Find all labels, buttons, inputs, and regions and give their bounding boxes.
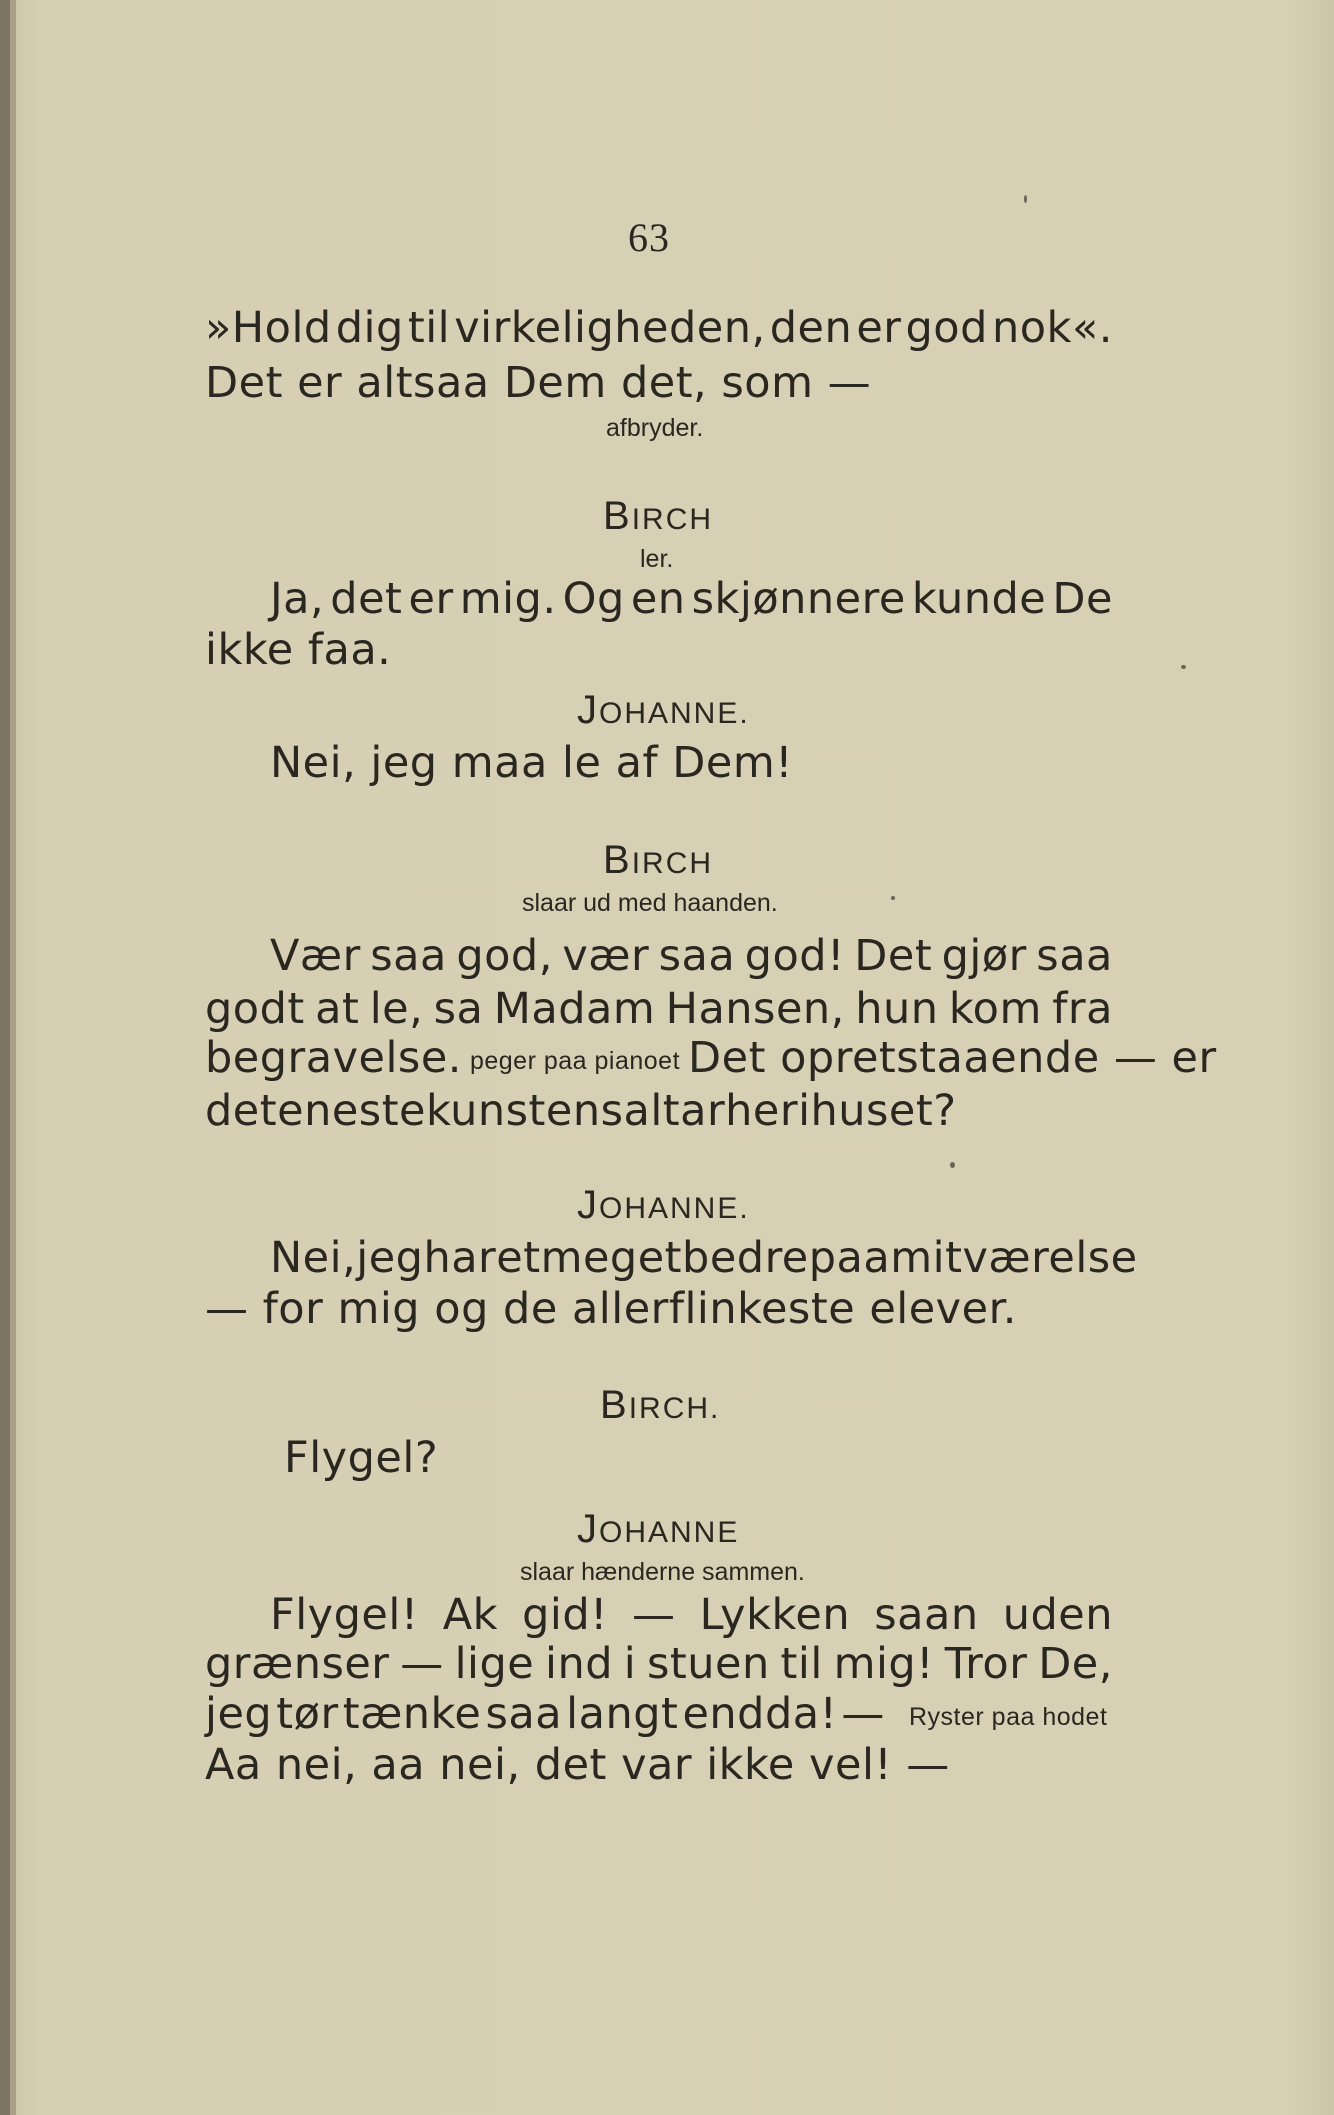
stage-direction: slaar hænderne sammen. xyxy=(520,1558,805,1586)
word: ind xyxy=(545,1639,613,1689)
word: grænser xyxy=(205,1639,390,1689)
word: er xyxy=(408,574,454,624)
speaker-name: BIRCH xyxy=(603,494,714,538)
speaker-name: BIRCH xyxy=(603,838,714,882)
word: langt xyxy=(566,1689,679,1739)
word: har xyxy=(423,1233,497,1283)
text-line xyxy=(270,1589,1113,1641)
text-line xyxy=(270,930,1113,982)
word: en xyxy=(630,574,686,624)
word: lige xyxy=(454,1639,535,1689)
word: kunde xyxy=(911,574,1047,624)
word: jeg xyxy=(356,1233,424,1283)
speaker-name: BIRCH. xyxy=(600,1383,721,1427)
text-line xyxy=(205,302,1113,354)
text-line xyxy=(205,1638,1113,1690)
word: Ja, xyxy=(270,574,325,624)
word: De xyxy=(1052,574,1113,624)
word: altar xyxy=(623,1086,726,1136)
text-line xyxy=(205,1085,957,1137)
word: er xyxy=(856,303,902,353)
stage-direction: ler. xyxy=(640,545,674,573)
text-line: Det er altsaa Dem det, som — xyxy=(205,358,872,408)
word: Hansen, xyxy=(665,984,845,1034)
word: paa xyxy=(808,1233,891,1283)
word: Og xyxy=(562,574,625,624)
stage-direction: slaar ud med haanden. xyxy=(522,889,778,917)
text-line xyxy=(270,573,1113,625)
word: le, xyxy=(369,984,424,1034)
stage-direction: afbryder. xyxy=(606,414,704,442)
word: Flygel! xyxy=(270,1590,419,1640)
word: et xyxy=(496,1233,541,1283)
word: De, xyxy=(1038,1639,1113,1689)
speaker-name: JOHANNE. xyxy=(577,1183,750,1227)
word: — xyxy=(841,1689,885,1739)
word: tør xyxy=(276,1689,339,1739)
paper-speck xyxy=(1181,665,1186,669)
word: den xyxy=(769,303,853,353)
text-line: ikke faa. xyxy=(205,625,392,675)
word: gid! xyxy=(522,1590,608,1640)
text-line: Nei, jeg maa le af Dem! xyxy=(270,738,793,788)
word: — xyxy=(400,1639,444,1689)
word: jeg xyxy=(205,1689,273,1739)
word: »Hold xyxy=(205,303,332,353)
word: i xyxy=(623,1639,637,1689)
text-line xyxy=(205,983,1113,1035)
word: god xyxy=(905,303,988,353)
word: Det xyxy=(854,931,933,981)
word: stuen xyxy=(647,1639,770,1689)
text-line: — for mig og de allerflinkeste elever. xyxy=(205,1284,1017,1334)
word: saa xyxy=(485,1689,563,1739)
text-line: Flygel? xyxy=(284,1433,439,1483)
word: god! xyxy=(744,931,845,981)
word: nok«. xyxy=(991,303,1113,353)
word: huset? xyxy=(810,1086,957,1136)
word: — xyxy=(632,1590,676,1640)
word: til xyxy=(780,1639,823,1689)
paper-speck xyxy=(891,896,895,900)
word: saan xyxy=(874,1590,979,1640)
word: mig. xyxy=(459,574,557,624)
speaker-name: JOHANNE xyxy=(577,1507,740,1551)
word: fra xyxy=(1052,984,1113,1034)
word: bedre xyxy=(682,1233,809,1283)
word: Vær xyxy=(270,931,361,981)
word: sa xyxy=(433,984,484,1034)
word: mig! xyxy=(833,1639,934,1689)
word: saa xyxy=(1036,931,1113,981)
word: i xyxy=(798,1086,811,1136)
word: endda! xyxy=(682,1689,838,1739)
text-line xyxy=(270,1232,1138,1284)
word: meget xyxy=(540,1233,683,1283)
word: Tror xyxy=(944,1639,1028,1689)
word: skjønnere xyxy=(691,574,906,624)
text-line: Aa nei, aa nei, det var ikke vel! — xyxy=(205,1740,950,1790)
word: Ak xyxy=(442,1590,499,1640)
word: virkeligheden, xyxy=(454,303,766,353)
word: vær xyxy=(562,931,650,981)
word: godt xyxy=(205,984,305,1034)
word: saa xyxy=(370,931,447,981)
paper-speck xyxy=(1024,195,1027,203)
word: god, xyxy=(456,931,553,981)
word: hun xyxy=(855,984,939,1034)
text-line xyxy=(205,1688,1113,1743)
word: Madam xyxy=(493,984,656,1034)
word: til xyxy=(407,303,451,353)
page-edge-shadow xyxy=(10,0,16,2115)
word: her xyxy=(725,1086,799,1136)
word: det xyxy=(330,574,403,624)
text-words xyxy=(205,1688,885,1740)
word: værelse xyxy=(962,1233,1138,1283)
word: eneste xyxy=(277,1086,427,1136)
word: Lykken xyxy=(699,1590,851,1640)
word: tænke xyxy=(342,1689,482,1739)
page-number: 63 xyxy=(628,215,670,260)
text-line: begravelse. peger paa pianoet Det opretstaaende — er xyxy=(205,1033,1217,1083)
word: kunstens xyxy=(426,1086,624,1136)
word: at xyxy=(315,984,360,1034)
word: kom xyxy=(948,984,1042,1034)
word: Nei, xyxy=(270,1233,357,1283)
stage-direction: Ryster paa hodet xyxy=(909,1703,1108,1731)
word: det xyxy=(205,1086,278,1136)
page-edge xyxy=(0,0,10,2115)
paper-speck xyxy=(950,1162,955,1168)
word: saa xyxy=(658,931,736,981)
speaker-name: JOHANNE. xyxy=(577,688,750,732)
stage-direction: peger paa pianoet xyxy=(469,1047,681,1075)
word: uden xyxy=(1002,1590,1113,1640)
word: mit xyxy=(890,1233,963,1283)
word: gjør xyxy=(941,931,1027,981)
word: dig xyxy=(335,303,404,353)
